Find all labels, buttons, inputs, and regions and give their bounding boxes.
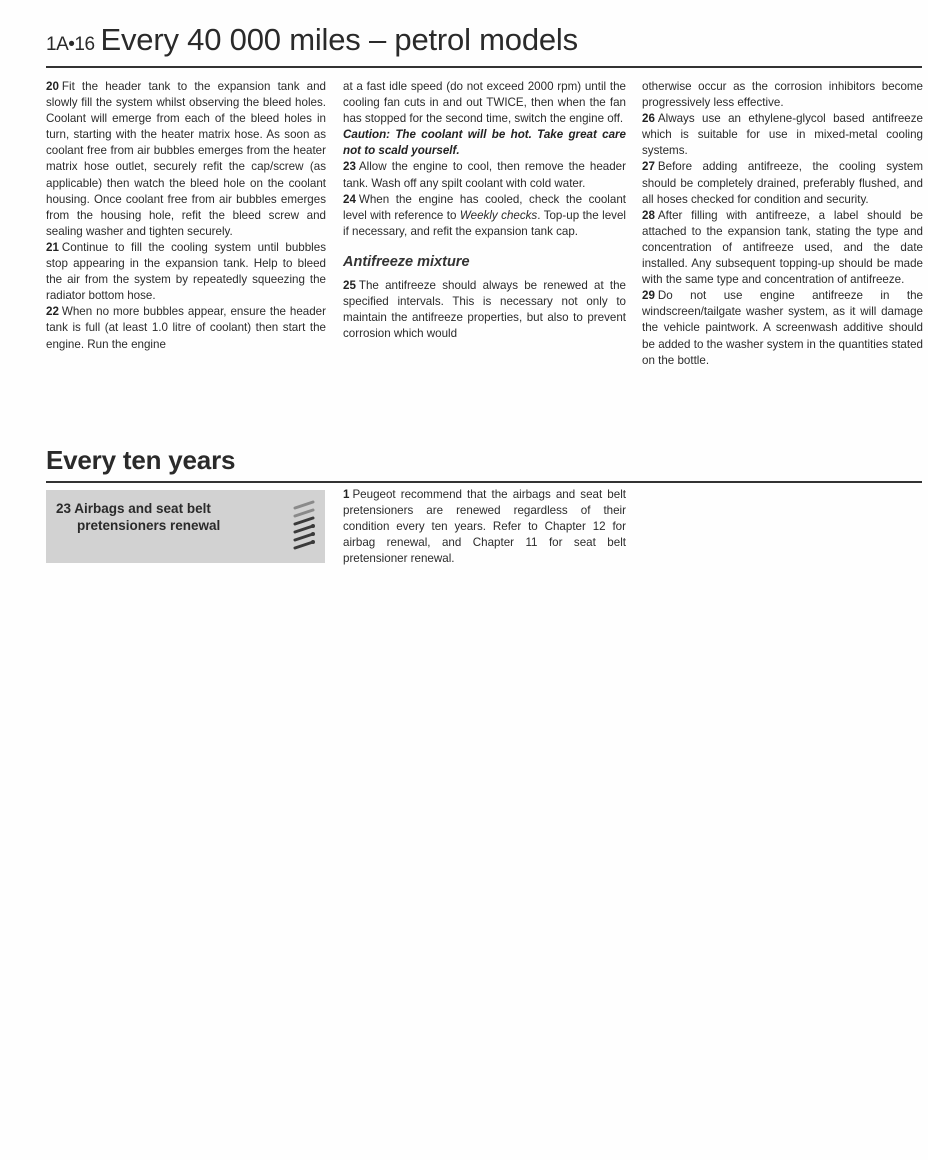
step-text: Peugeot recommend that the airbags and seat belt pretensioners are renewed regardless of their condition every ten years. Refer to Chapter 12 for airbag renewal, and Chapter 11 for seat belt pretensioner renewal. (343, 488, 626, 566)
step-number: 24 (343, 192, 356, 206)
step-text: When no more bubbles appear, ensure the header tank is full (at least 1.0 litre of coolant) then start the engine. Run the engine (46, 305, 326, 351)
step-text: Before adding antifreeze, the cooling system should be completely drained, preferably flushed, and all hoses checked for condition and security. (642, 160, 923, 206)
step-text: Always use an ethylene-glycol based antifreeze which is suitable for use in mixed-metal cooling systems. (642, 112, 923, 158)
paragraph-20 (46, 79, 326, 240)
paragraph-29 (642, 288, 923, 368)
step-number: 27 (642, 160, 655, 174)
step-number: 25 (343, 279, 356, 293)
step-number: 21 (46, 240, 59, 254)
header-rule (46, 66, 922, 68)
step-text: Allow the engine to cool, then remove the header tank. Wash off any spilt coolant with cold water. (343, 160, 626, 190)
page-title: Every 40 000 miles – petrol models (100, 22, 578, 57)
paragraph-26 (642, 111, 923, 159)
task-label-line-2: pretensioners renewal (77, 518, 221, 533)
step-number: 28 (642, 208, 655, 222)
step-text: After filling with antifreeze, a label should be attached to the expansion tank, stating the type and concentration of antifreeze used, and the date installed. Any subsequent topping-up should be made with the same type and concentration of antifreeze. (642, 208, 923, 287)
step-number: 29 (642, 289, 655, 303)
task-heading (56, 500, 276, 534)
step-number: 23 (343, 160, 356, 174)
task-number: 23 (56, 501, 72, 516)
step-number: 20 (46, 80, 59, 93)
spanner-difficulty-icon (289, 496, 319, 556)
step-text: Do not use engine antifreeze in the windscreen/tailgate washer system, as it will damage the vehicle paintwork. A screenwash additive should be added to the washer system in the quantities stated on the bottle. (642, 289, 923, 367)
step-text: Fit the header tank to the expansion tank and slowly fill the system whilst observing the bleed holes. Coolant will emerge from each of the bleed holes in turn, starting with the heater matrix hose. As soon as coolant free from air bubbles emerges from the heater matrix hose outlet, securely refit the cap/screw (as applicable) then watch the bleed hole on the coolant housing. Once coolant free from air bubbles emerges from the housing hole, refit the bleed screw and sealing washer and tighten securely. (46, 80, 326, 238)
step-text: When the engine has cooled, check the coolant level with reference to (343, 192, 626, 222)
step-text: The antifreeze should always be renewed at the specified intervals. This is necessary not only to maintain the antifreeze properties, but also to prevent corrosion which would (343, 279, 626, 341)
page-header (46, 22, 922, 68)
step-text: . Top-up the level if necessary, and refit the expansion tank cap. (343, 208, 626, 238)
step-text: Continue to fill the cooling system until bubbles stop appearing in the expansion tank. Help to bleed the air from the system by repeatedly squeezing the radiator bottom hose. (46, 240, 326, 303)
paragraph-25-continued: otherwise occur as the corrosion inhibitors become progressively less effective. (642, 80, 923, 110)
section-title: Every ten years (46, 445, 236, 475)
caution-note: Caution: The coolant will be hot. Take great care not to scald yourself. (343, 128, 626, 158)
step-number: 1 (343, 488, 350, 501)
paragraph-1 (343, 487, 626, 567)
paragraph-21 (46, 240, 326, 304)
paragraph-25 (343, 278, 626, 342)
cross-reference: Weekly checks (459, 208, 538, 222)
step-number: 26 (642, 112, 655, 126)
task-label-line-1: Airbags and seat belt (74, 501, 211, 516)
text-column-2 (343, 79, 626, 342)
paragraph-22-continued: at a fast idle speed (do not exceed 2000 rpm) until the cooling fan cuts in and out TWICE, then when the fan has stopped for the second time, switch the engine off. (343, 80, 626, 126)
task-heading-box (46, 490, 325, 563)
page-number: 1A•16 (46, 34, 95, 55)
text-column-1 (46, 79, 326, 353)
paragraph-22 (46, 304, 326, 352)
section-rule (46, 481, 922, 483)
paragraph-28 (642, 208, 923, 288)
step-number: 22 (46, 305, 59, 319)
task-23-text (343, 487, 626, 567)
subheading-antifreeze: Antifreeze mixture (343, 253, 470, 270)
paragraph-23 (343, 159, 626, 191)
text-column-3 (642, 79, 923, 369)
paragraph-27 (642, 159, 923, 207)
paragraph-24 (343, 192, 626, 240)
